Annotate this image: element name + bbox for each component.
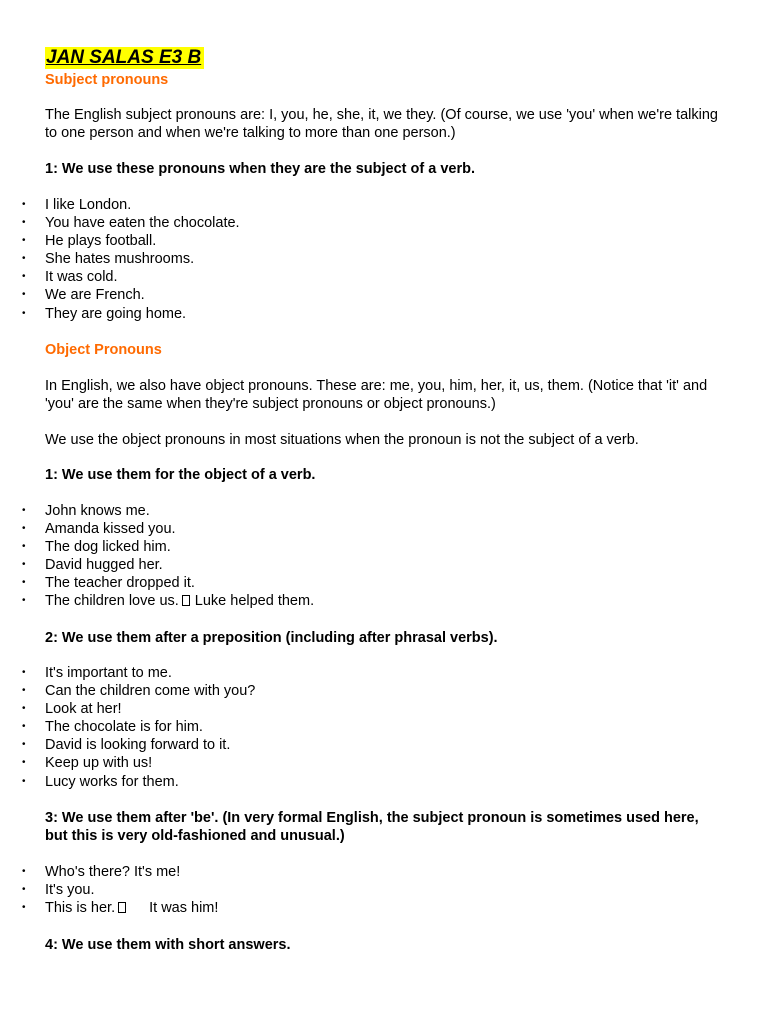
list-item: • She hates mushrooms. [0,250,740,268]
list-item: • Can the children come with you? [0,682,740,700]
list-item: • John knows me. [0,502,740,520]
list-item: • David hugged her. [0,556,740,574]
missing-glyph-box-icon [182,595,190,606]
object-rule-2-examples-list [0,664,740,791]
list-item: • David is looking forward to it. [0,736,740,754]
list-item-text: Luke helped them. [194,593,315,610]
list-item-text: The children love us. [45,593,179,610]
list-item: • The teacher dropped it. [0,574,740,592]
list-item: • It's important to me. [0,664,740,682]
object-rule-3-examples-list [0,863,740,917]
list-item-text: It was him! [149,900,219,917]
object-rule-1-examples-list [0,502,740,611]
subject-examples-list [0,196,740,323]
object-rule-1: 1: We use them for the object of a verb. [45,467,316,483]
object-usage-paragraph: We use the object pronouns in most situations when the pronoun is not the subject of a verb. [45,432,639,448]
list-item: • It was cold. [0,268,740,286]
list-item-text: This is her. [45,900,116,917]
object-pronouns-heading: Object Pronouns [45,342,162,358]
list-item: • Who's there? It's me! [0,863,740,881]
subject-rule-1: 1: We use these pronouns when they are the subject of a verb. [45,161,476,177]
list-item: • Keep up with us! [0,754,740,772]
list-item: • They are going home. [0,305,740,323]
document-title: JAN SALAS E3 B [45,47,204,69]
list-item [0,592,740,610]
missing-glyph-box-icon [118,902,126,913]
list-item: • You have eaten the chocolate. [0,214,740,232]
list-item: • It's you. [0,881,740,899]
list-item: • Amanda kissed you. [0,520,740,538]
list-item: • The chocolate is for him. [0,718,740,736]
list-item: • He plays football. [0,232,740,250]
list-item: • Look at her! [0,700,740,718]
list-item: • I like London. [0,196,740,214]
object-intro-paragraph: In English, we also have object pronouns. These are: me, you, him, her, it, us, them. (Notice that 'it' and 'you' are the same when they're subject pronouns or object pronouns.) [45,378,708,412]
object-rule-2: 2: We use them after a preposition (including after phrasal verbs). [45,630,498,646]
subject-intro-paragraph: The English subject pronouns are: I, you, he, she, it, we they. (Of course, we use 'you' when we're talking to one person and when we're talking to more than one person.) [45,107,718,141]
object-rule-4: 4: We use them with short answers. [45,937,291,953]
subject-pronouns-heading: Subject pronouns [45,72,169,88]
list-item: • We are French. [0,286,740,304]
object-rule-3: 3: We use them after 'be'. (In very formal English, the subject pronoun is sometimes used here, but this is very old-fashioned and unusual.) [45,810,699,844]
list-item: • Lucy works for them. [0,773,740,791]
list-item [0,899,740,917]
list-item: • The dog licked him. [0,538,740,556]
